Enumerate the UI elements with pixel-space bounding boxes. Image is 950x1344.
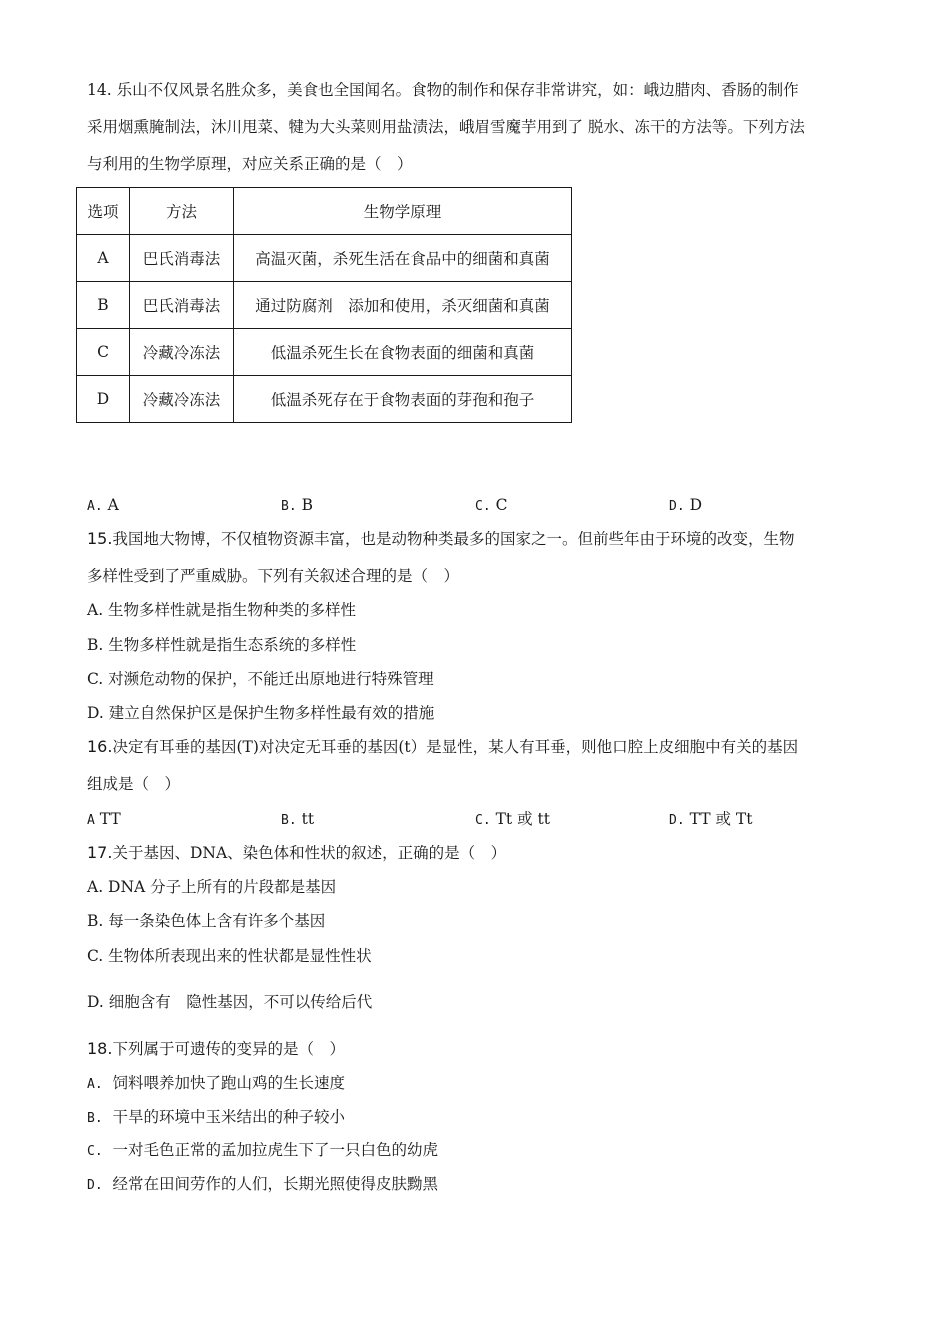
q18-option-d <box>87 1173 438 1197</box>
q18-option-a <box>87 1072 345 1096</box>
q16-stem-line-1 <box>87 736 798 758</box>
q18-option-b <box>87 1106 345 1130</box>
q14-option-c-label: C. <box>475 499 491 514</box>
q18-stem-line-1 <box>87 1038 345 1060</box>
q16-option-c-text: Tt 或 tt <box>495 810 550 828</box>
q14-cell-principle: 低温杀死生长在食物表面的细菌和真菌 <box>234 329 572 376</box>
q17-option-d: D. 细胞含有 隐性基因，不可以传给后代 <box>87 993 373 1011</box>
q16-option-a-label: A <box>87 813 95 828</box>
q18-option-c <box>87 1139 438 1163</box>
q15-number: 15. <box>87 529 113 548</box>
q16-option-d-text: TT 或 Tt <box>689 810 753 828</box>
q18-option-b-label: B. <box>87 1111 103 1126</box>
q14-option-a-label: A. <box>87 499 103 514</box>
q14-option-c <box>475 494 507 518</box>
q15-option-a: A. 生物多样性就是指生物种类的多样性 <box>87 601 357 619</box>
q14-header-method: 方法 <box>130 188 234 235</box>
q16-stem-text: 决定有耳垂的基因(T)对决定无耳垂的基因(t）是显性，某人有耳垂，则他口腔上皮细胞中有关的基因 <box>112 738 799 756</box>
q17-option-b: B. 每一条染色体上含有许多个基因 <box>87 912 326 930</box>
q14-cell-method: 冷藏冷冻法 <box>130 329 234 376</box>
q14-table <box>76 187 572 423</box>
q14-table-row <box>77 282 572 329</box>
q14-cell-option: C <box>77 329 130 376</box>
q18-option-a-label: A. <box>87 1077 103 1092</box>
q14-cell-method: 巴氏消毒法 <box>130 235 234 282</box>
q14-option-a-text: A <box>107 496 119 514</box>
q18-option-d-text: 经常在田间劳作的人们，长期光照使得皮肤黝黑 <box>112 1175 439 1193</box>
q14-option-c-text: C <box>495 496 508 514</box>
q16-option-b-label: B. <box>281 813 297 828</box>
q14-option-d <box>669 494 702 518</box>
q18-option-c-label: C. <box>87 1144 103 1159</box>
q14-option-d-label: D. <box>669 499 685 514</box>
q14-option-b-text: B <box>301 496 313 514</box>
q14-cell-option: D <box>77 376 130 423</box>
q17-number: 17. <box>87 843 113 862</box>
q16-option-d-label: D. <box>669 813 685 828</box>
q14-table-row <box>77 329 572 376</box>
q14-header-option: 选项 <box>77 188 130 235</box>
q16-option-c <box>475 808 550 832</box>
q18-option-a-text: 饲料喂养加快了跑山鸡的生长速度 <box>112 1074 346 1092</box>
q15-stem-line-2: 多样性受到了严重威胁。下列有关叙述合理的是（ ） <box>87 567 460 585</box>
q15-option-b: B. 生物多样性就是指生态系统的多样性 <box>87 636 357 654</box>
q14-cell-principle: 低温杀死存在于食物表面的芽孢和孢子 <box>234 376 572 423</box>
q17-stem-text: 关于基因、DNA、染色体和性状的叙述，正确的是（ ） <box>112 844 507 862</box>
q16-option-b <box>281 808 314 832</box>
q14-table-header-row <box>77 188 572 235</box>
q14-stem-line-3: 与利用的生物学原理，对应关系正确的是（ ） <box>87 155 413 173</box>
q14-option-a <box>87 494 119 518</box>
q14-option-b <box>281 494 313 518</box>
q16-option-c-label: C. <box>475 813 491 828</box>
q14-cell-principle: 通过防腐剂 添加和使用，杀灭细菌和真菌 <box>234 282 572 329</box>
q14-cell-option: B <box>77 282 130 329</box>
q14-option-d-text: D <box>689 496 703 514</box>
q17-option-c: C. 生物体所表现出来的性状都是显性性状 <box>87 947 372 965</box>
q17-stem-line-1 <box>87 842 506 864</box>
q14-option-b-label: B. <box>281 499 297 514</box>
q18-option-c-text: 一对毛色正常的孟加拉虎生下了一只白色的幼虎 <box>112 1141 439 1159</box>
q15-stem-line-1 <box>87 528 794 550</box>
q16-number: 16. <box>87 737 113 756</box>
q18-stem-text: 下列属于可遗传的变异的是（ ） <box>112 1040 345 1058</box>
q14-cell-principle: 高温灭菌，杀死生活在食品中的细菌和真菌 <box>234 235 572 282</box>
q15-stem-text: 我国地大物博，不仅植物资源丰富，也是动物种类最多的国家之一。但前些年由于环境的改变，生物 <box>112 530 795 548</box>
q14-table-row <box>77 235 572 282</box>
q16-option-d <box>669 808 752 832</box>
q17-option-a: A. DNA 分子上所有的片段都是基因 <box>87 878 337 896</box>
q14-stem-line-1: 14. 乐山不仅风景名胜众多，美食也全国闻名。食物的制作和保存非常讲究，如：峨边腊肉、香肠的制作 <box>87 81 799 99</box>
q16-option-b-text: tt <box>301 810 315 828</box>
q14-table-row <box>77 376 572 423</box>
q16-stem-line-2: 组成是（ ） <box>87 775 181 793</box>
q14-header-principle: 生物学原理 <box>234 188 572 235</box>
q16-option-a-text: TT <box>99 810 121 828</box>
q18-option-d-label: D. <box>87 1178 103 1193</box>
q14-cell-option: A <box>77 235 130 282</box>
q14-cell-method: 巴氏消毒法 <box>130 282 234 329</box>
q15-option-c: C. 对濒危动物的保护，不能迁出原地进行特殊管理 <box>87 670 434 688</box>
q18-option-b-text: 干旱的环境中玉米结出的种子较小 <box>112 1108 346 1126</box>
q18-number: 18. <box>87 1039 113 1058</box>
q14-cell-method: 冷藏冷冻法 <box>130 376 234 423</box>
q16-option-a <box>87 808 121 832</box>
q15-option-d: D. 建立自然保护区是保护生物多样性最有效的措施 <box>87 704 435 722</box>
q14-stem-line-2: 采用烟熏腌制法，沐川甩菜、犍为大头菜则用盐渍法，峨眉雪魔芋用到了 脱水、冻干的方法等。下列方法 <box>87 118 805 136</box>
